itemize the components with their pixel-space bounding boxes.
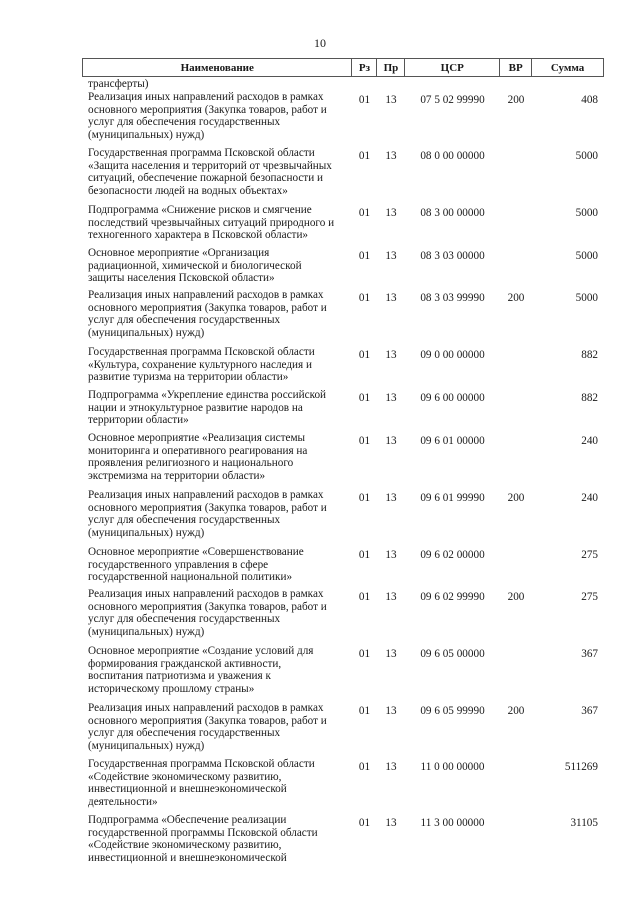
table-row [82, 814, 604, 870]
row-sum: 367 [581, 704, 598, 717]
row-sum: 5000 [575, 291, 598, 304]
row-pr: 13 [385, 704, 397, 717]
name-line: Основное мероприятие «Совершенствование [88, 545, 304, 558]
row-rz: 01 [358, 149, 371, 162]
name-line: услуг для обеспечения государственных [88, 613, 281, 626]
table-row [82, 758, 604, 814]
name-line: государственной национальной политики» [88, 571, 293, 584]
row-pr: 13 [385, 291, 397, 304]
name-line: безопасности людей на водных объектах» [88, 185, 288, 198]
row-sum: 275 [581, 590, 598, 603]
table-row [82, 346, 604, 389]
name-line: «Культура, сохранение культурного наследия и [88, 358, 312, 371]
name-line: Реализация иных направлений расходов в рамках [88, 90, 324, 103]
row-rz: 01 [358, 491, 371, 504]
row-pr: 13 [385, 590, 397, 603]
row-vr: 200 [507, 590, 525, 603]
name-line: «Содействие экономическому развитию, [88, 770, 282, 783]
name-line: государственной программы Псковской области [88, 826, 318, 839]
row-name [82, 389, 352, 432]
row-pr: 13 [385, 391, 397, 404]
row-csr: 09 6 00 00000 [420, 391, 485, 404]
name-line: (муниципальных) нужд) [88, 129, 205, 142]
row-rz: 01 [358, 760, 371, 773]
name-line: (муниципальных) нужд) [88, 527, 205, 540]
name-line: услуг для обеспечения государственных [88, 116, 281, 129]
row-csr: 07 5 02 99990 [420, 93, 485, 106]
row-pr: 13 [385, 548, 397, 561]
page-number: 10 [314, 36, 326, 50]
name-line: основного мероприятия (Закупка товаров, работ и [88, 600, 327, 613]
name-line: Государственная программа Псковской области [88, 757, 315, 770]
row-csr: 08 3 00 00000 [420, 206, 485, 219]
row-sum: 240 [581, 434, 598, 447]
row-rz: 01 [358, 206, 371, 219]
table-body [82, 78, 604, 870]
row-sum: 882 [581, 391, 598, 404]
row-vr: 200 [507, 291, 525, 304]
row-csr: 09 6 01 99990 [420, 491, 485, 504]
header-csr: ЦСР [405, 59, 500, 76]
row-vr [500, 546, 532, 588]
table-row [82, 289, 604, 346]
row-name [82, 645, 352, 702]
row-rz: 01 [358, 647, 371, 660]
name-line: Реализация иных направлений расходов в рамках [88, 587, 324, 600]
name-line: основного мероприятия (Закупка товаров, работ и [88, 301, 327, 314]
row-vr [500, 204, 532, 247]
name-line: последствий чрезвычайных ситуаций природного и [88, 216, 335, 229]
row-vr [500, 645, 532, 702]
budget-table [82, 58, 604, 870]
row-name [82, 91, 352, 147]
name-line: мониторинга и оперативного реагирования на [88, 444, 308, 457]
name-line: основного мероприятия (Закупка товаров, работ и [88, 501, 327, 514]
row-csr: 09 0 00 00000 [420, 348, 485, 361]
row-vr [500, 758, 532, 814]
name-line: Реализация иных направлений расходов в рамках [88, 288, 324, 301]
name-line: территории области» [88, 414, 189, 427]
row-csr: 09 6 02 00000 [420, 548, 485, 561]
name-line: основного мероприятия (Закупка товаров, работ и [88, 103, 327, 116]
row-sum: 240 [581, 491, 598, 504]
name-line: «Содействие экономическому развитию, [88, 839, 282, 852]
name-line: услуг для обеспечения государственных [88, 727, 281, 740]
row-name [82, 814, 352, 870]
name-line: Реализация иных направлений расходов в рамках [88, 701, 324, 714]
row-pr: 13 [385, 348, 397, 361]
table-row [82, 91, 604, 147]
table-header [82, 58, 604, 77]
name-line: Государственная программа Псковской области [88, 345, 315, 358]
row-vr: 200 [507, 704, 525, 717]
row-vr [500, 346, 532, 389]
row-sum: 5000 [575, 149, 598, 162]
row-name [82, 204, 352, 247]
header-rz: Рз [352, 59, 377, 76]
row-csr: 08 3 03 99990 [420, 291, 485, 304]
name-line: (муниципальных) нужд) [88, 626, 205, 639]
row-name [82, 432, 352, 489]
name-line: основного мероприятия (Закупка товаров, работ и [88, 714, 327, 727]
name-line: нации и этнокультурное развитие народов на [88, 401, 303, 414]
name-line: инвестиционной и внешнеэкономической [88, 852, 287, 865]
row-name [82, 346, 352, 389]
name-line: историческому прошлому страны» [88, 683, 255, 696]
row-pr: 13 [385, 647, 397, 660]
header-pr: Пр [377, 59, 405, 76]
row-vr: 200 [507, 93, 525, 106]
header-sum: Сумма [532, 59, 604, 76]
row-sum: 367 [581, 647, 598, 660]
row-rz: 01 [358, 548, 371, 561]
name-line: Основное мероприятие «Создание условий для [88, 644, 314, 657]
name-line: государственного управления в сфере [88, 558, 269, 571]
name-line: Государственная программа Псковской области [88, 146, 315, 159]
table-row [82, 645, 604, 702]
row-rz: 01 [358, 391, 371, 404]
row-sum: 511269 [564, 760, 598, 773]
row-sum: 882 [581, 348, 598, 361]
continuation-text: трансферты) [88, 78, 149, 90]
name-line: радиационной, химической и биологической [88, 259, 302, 272]
name-line: техногенного характера в Псковской области» [88, 229, 309, 242]
name-line: ситуаций, обеспечение пожарной безопасности и [88, 172, 323, 185]
table-row [82, 432, 604, 489]
row-sum: 31105 [570, 816, 598, 829]
name-line: «Защита населения и территорий от чрезвычайных [88, 159, 332, 172]
row-csr: 08 3 03 00000 [420, 249, 485, 262]
name-line: услуг для обеспечения государственных [88, 514, 281, 527]
row-csr: 08 0 00 00000 [420, 149, 485, 162]
header-vr: ВР [500, 59, 532, 76]
name-line: развитие туризма на территории области» [88, 371, 289, 384]
row-pr: 13 [385, 249, 397, 262]
row-rz: 01 [358, 816, 371, 829]
table-row [82, 389, 604, 432]
name-line: (муниципальных) нужд) [88, 327, 205, 340]
row-rz: 01 [358, 590, 371, 603]
name-line: инвестиционной и внешнеэкономической [88, 783, 287, 796]
header-name: Наименование [83, 59, 352, 76]
name-line: Подпрограмма «Обеспечение реализации [88, 813, 287, 826]
name-line: воспитания патриотизма и уважения к [88, 670, 271, 683]
name-line: Реализация иных направлений расходов в рамках [88, 488, 324, 501]
row-csr: 11 3 00 00000 [420, 816, 485, 829]
row-csr: 09 6 05 99990 [420, 704, 485, 717]
row-pr: 13 [385, 816, 397, 829]
row-csr: 09 6 02 99990 [420, 590, 485, 603]
row-name [82, 289, 352, 346]
row-csr: 11 0 00 00000 [420, 760, 485, 773]
name-line: деятельности» [88, 796, 158, 809]
row-pr: 13 [385, 491, 397, 504]
name-line: Подпрограмма «Снижение рисков и смягчение [88, 203, 312, 216]
name-line: экстремизма на территории области» [88, 470, 266, 483]
table-row [82, 489, 604, 546]
row-name [82, 546, 352, 588]
row-name [82, 147, 352, 204]
row-pr: 13 [385, 149, 397, 162]
row-sum: 275 [581, 548, 598, 561]
row-sum: 408 [581, 93, 598, 106]
row-name [82, 247, 352, 289]
name-line: (муниципальных) нужд) [88, 740, 205, 753]
row-vr [500, 389, 532, 432]
row-pr: 13 [385, 93, 397, 106]
row-rz: 01 [358, 348, 371, 361]
row-name [82, 489, 352, 546]
table-row [82, 204, 604, 247]
name-line: проявления религиозного и национального [88, 457, 294, 470]
table-row [82, 588, 604, 645]
row-rz: 01 [358, 704, 371, 717]
row-vr: 200 [507, 491, 525, 504]
row-pr: 13 [385, 206, 397, 219]
table-row [82, 247, 604, 289]
row-vr [500, 814, 532, 870]
table-row [82, 546, 604, 588]
name-line: услуг для обеспечения государственных [88, 314, 281, 327]
row-rz: 01 [358, 434, 371, 447]
name-line: Основное мероприятие «Реализация системы [88, 431, 306, 444]
row-rz: 01 [358, 291, 371, 304]
row-csr: 09 6 05 00000 [420, 647, 485, 660]
row-sum: 5000 [575, 206, 598, 219]
name-line: защиты населения Псковской области» [88, 272, 275, 285]
row-sum: 5000 [575, 249, 598, 262]
row-rz: 01 [358, 93, 371, 106]
row-name [82, 702, 352, 758]
row-name [82, 758, 352, 814]
row-csr: 09 6 01 00000 [420, 434, 485, 447]
table-row [82, 147, 604, 204]
row-pr: 13 [385, 434, 397, 447]
row-vr [500, 147, 532, 204]
row-vr [500, 247, 532, 289]
row-vr [500, 432, 532, 489]
name-line: формирования гражданской активности, [88, 657, 282, 670]
row-pr: 13 [385, 760, 397, 773]
name-line: Подпрограмма «Укрепление единства российской [88, 388, 327, 401]
table-row [82, 702, 604, 758]
name-line: Основное мероприятие «Организация [88, 246, 270, 259]
row-rz: 01 [358, 249, 371, 262]
row-name [82, 588, 352, 645]
